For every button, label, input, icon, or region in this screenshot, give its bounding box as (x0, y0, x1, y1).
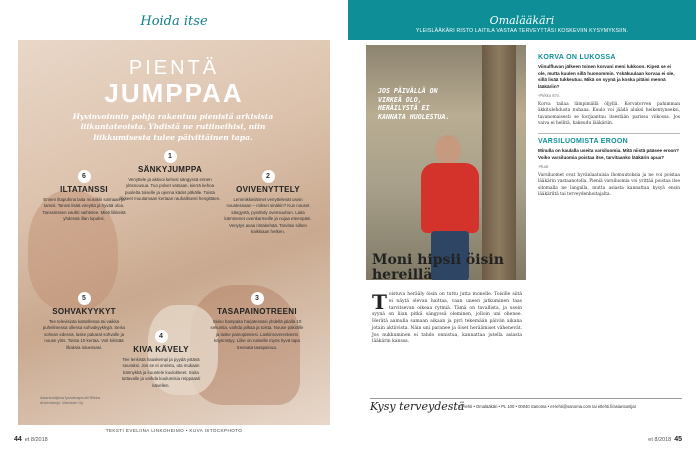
step-heading: OVIVENYTTELY (236, 185, 300, 194)
section-tag: Omalääkäri (489, 14, 555, 27)
section-tag: Hoida itse (140, 14, 208, 29)
step-number: 2 (262, 170, 275, 183)
qa-answer-2: Varsiluomet ovat hyvänlaatuisia ihomuutoksia ja ne voi poistaa lääkärin vastaanotolla. Pieniä varsiluomia voi yrittää poistaa itse sitomalla ne langalla, mutta asiasta kannattaa kysyä ensin lääkäriltä tai terveydenhoitajalta. (538, 172, 680, 197)
title-line-2: JUMPPAA (104, 78, 244, 108)
qa-answer-1: Korva tailaa lämpimällä öljyllä. Korvatorven pahimman äkkitulehdusta nuhaaa. Kuulo voi jäädä aluksi heikentyneeksi, tavanomaisesti se korjaantuu itsestään parissa viikossa. Jos vaiva ei hellitä, hakeudu lääkäriin. (538, 101, 680, 126)
qa-heading-2: VARSILUOMISTA EROON (538, 133, 680, 145)
article-body (372, 292, 522, 346)
person-jacket (421, 163, 479, 233)
title-line-1: PIENTÄ (128, 57, 220, 79)
step-heading: ILTATANSSI (60, 185, 108, 194)
contact-info: ET-lehti • Omalääkäri • PL 100 • 00040 Sanoma • et-lehti@sanoma.com tai etlehti.fi/asiantuntijat (458, 404, 636, 409)
step-body: Ennen iltapuhina laita musiikki soimaan ja tanssi. Tanssi lisää vireyttä ja hyvää oloa. Tanssimisen vauhti vaihtelee. Mieti liikkeitä yhdessä illan lopuksi. (42, 197, 126, 222)
person-head (435, 135, 461, 165)
step-number: 4 (155, 330, 168, 343)
step-heading: SOHVAKYYKYT (52, 307, 116, 316)
page-number: 45 (674, 436, 682, 443)
step-body: Lemmikkieläimet venyttelevät usein noustessaan – miksei sinäkin? Kun nouset sängystä, pysähdy ovensuuhun. Laita kämmenet ovenkarmeille ja nojaa eteenpäin. Venytys avaa rintakehää. Tarvitse siihen kaikkiaan hetken. (224, 197, 312, 234)
qa-signature-1: -Pirkko 67v. (538, 92, 560, 98)
qa-signature-2: -Ruut (538, 163, 549, 169)
step-4 (118, 330, 204, 389)
step-heading: SÄNKYJUMPPA (137, 165, 203, 174)
divider (370, 398, 682, 399)
page-number-right (648, 436, 682, 443)
step-number: 3 (251, 292, 264, 305)
magazine-issue: et 8/2018 (648, 437, 672, 443)
footer-credit: TEKSTI EVELIINA LINKOHEIMO • KUVA ISTOCKPHOTO (105, 428, 243, 433)
doctor-photo (366, 45, 526, 283)
step-3 (210, 292, 304, 351)
step-body: Tee televisiota katsellessa tai vaikka puhelimessa ollessa sohvakyykkyjä. Seiso sohvan edessä, laske pakarat sohvalle ja nouse ylös. Toista 10 kertaa. Voit kiristää lihaksia istuessasi. (42, 319, 126, 350)
magazine-issue: et 8/2018 (24, 437, 48, 443)
step-heading: KIVA KÄVELY (133, 345, 189, 354)
article-text: oistuva herääly öisin on tuttu jutta monelle. Toisille siitä ei näytä olevan haittaa, vaan uneen jatkuminen taas tarvitsevan oikeaa rytmiä. Tämä on tavallista, ja usein syynä on liian pitkä sängyssä oleminen, jolloin uni ohenee. Herätä aamulla samaan aikaan ja pyri tekemään päivän aikana jotain aktiivista. Näin uni paranee ja öiset heräämiset vähenevät. Jos nukkuminen ei tahdo onnistua, kannattaa jutella asiasta lääkärin kanssa. (372, 292, 522, 345)
page-number: 44 (14, 436, 22, 443)
section-subtitle: YLEISLÄÄKÄRI RISTO LAITILA VASTAA TERVEYTTÄSI KOSKEVIIN KYSYMYKSIIN. (415, 28, 629, 34)
qa-heading-1: KORVA ON LUKOSSA (538, 54, 616, 61)
step-body: Tee lenkistä hauskempi ja pyydä ystävä seuraksi. Jos se ei onnistu, ota mukaan kännykkä ja kuuntele kuulokkeet. Soita tuttavalle ja vaihda kuulumisia reippaasti kävellen. (121, 357, 201, 388)
step-heading: TASAPAINOTREENI (217, 307, 297, 316)
step-1 (118, 150, 222, 203)
ask-signature: Kysy terveydestä (370, 400, 465, 413)
expert-credit: Asiantuntijana fysioterapeutti Riikka Ahvenlampi, Voimaviri Oy (40, 396, 100, 406)
qa-column (538, 54, 680, 198)
qa-question-1: Viinulfluvan jälkeen toinen korvani meni lukkoon. Kipeä se ei ole, mutta kuulen sillä huonommin. Yskäkuulaan korvaa ei ole, sillä lisää tukkeutuu. Mikä on syynä ja koska pitäisi mennä lääkäriin? (538, 64, 675, 89)
step-body: Seiso hampaita harjatessasi yhdellä jalalla 10 sekuntia, vaihda jalkaa ja toista. Nouse päkiöille ja laske painopisteesi. Laskimoverenkierto käynnistyy. Liike on naiselle myös hyvä tapa treenata tasapainoa. (210, 319, 304, 350)
qa-question-2: Minulla on kaulalla useita varsiluomia. Mitä niistä pääsee eroon? Voiko varsiluomia poistaa itse, tarvitaanko lääkärin apua? (538, 148, 679, 161)
step-body: Venyttele ja aktivoi kehosi sängyssä ennen ylösnousua. Tuo polvet vatsaan, kierrä kehoa puolelta toiselle ja ojenna kädet pitkälle. Toista liikkeet muutamaan kertaan rauhallisesti hengittäen. (119, 177, 221, 202)
page-number-left (14, 436, 48, 443)
step-6 (40, 170, 128, 223)
tree-trunk-shape (482, 45, 516, 280)
drop-cap: T (372, 290, 387, 314)
step-number: 1 (164, 150, 177, 163)
article-title: Moni hipsii öisin hereillä (372, 252, 504, 283)
right-page (348, 0, 696, 450)
step-number: 6 (78, 170, 91, 183)
pull-quote: JOS PÄIVÄLLÄ ON VIRKEÄ OLO, HERÄILYSTÄ EI KANNATA HUOLESTUA. (378, 87, 450, 121)
step-5 (40, 292, 128, 351)
step-number: 5 (78, 292, 91, 305)
step-2 (222, 170, 314, 235)
article-title (0, 58, 348, 106)
lead-paragraph: Hyvinvoinnin pohja rakentuu pienistä arkisista liikuntateoista. Yhdistä ne rutiineihisi, niin liikkumisesta tulee päivittäinen tapa. (72, 112, 274, 142)
